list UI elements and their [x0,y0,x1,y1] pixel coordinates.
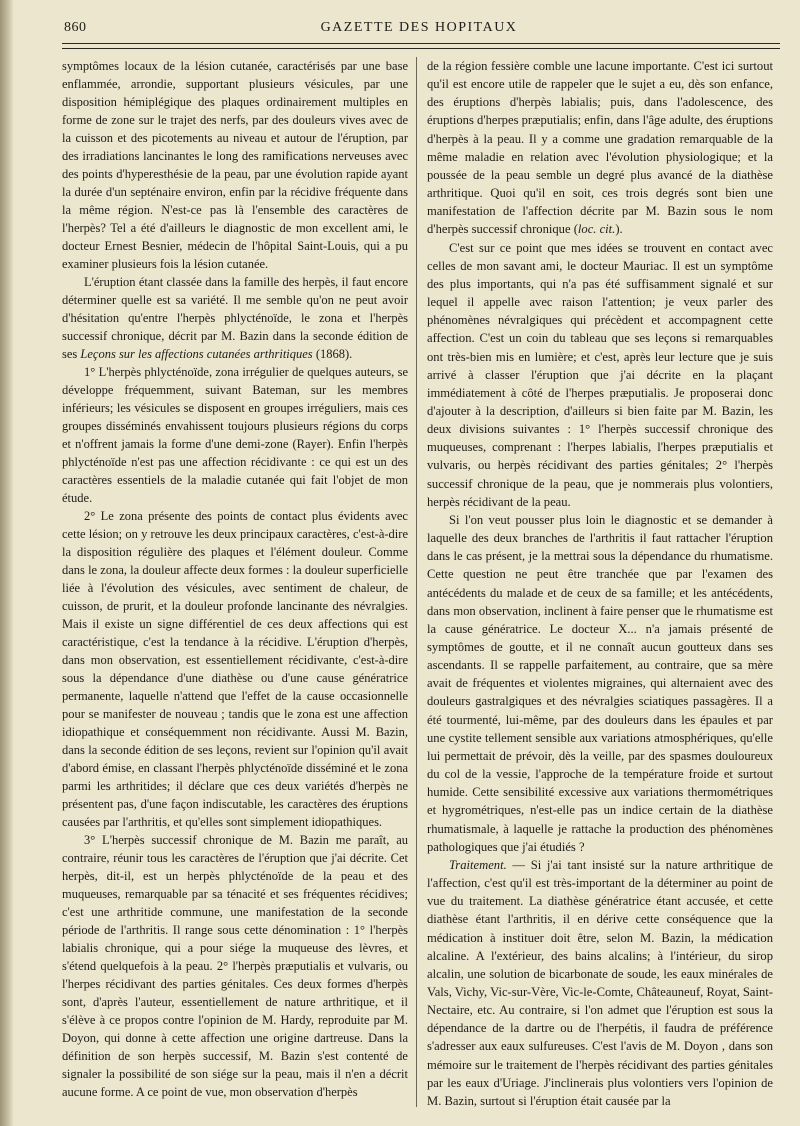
right-paragraph-1-tail: ). [615,222,623,237]
header-rule-top [62,43,780,44]
right-paragraph-4 [427,856,773,1110]
book-title-italic: Leçons sur les affections cutanées arthritiques [80,347,313,361]
page-header [58,16,780,38]
right-paragraph-4-text: — Si j'ai tant insisté sur la nature arthritique de l'affection, c'est qu'il est très-important de la déterminer au point de vue du traitement. La diathèse génératrice étant accusée, et cette diathèse étant l'arthritis, il en dérive cette conséquence que la médication à instituer doit être, selon M. Bazin, la médication alcaline. A l'extérieur, des bains alcalins; à l'intérieur, du sirop alcalin, une solution de bicarbonate de soude, les eaux minérales de Vals, Vichy, Vic-sur-Vère, Vic-le-Comte, Châteauneuf, Royat, Saint-Nectaire, etc. Au contraire, si l'on admet que l'éruption est sous la dépendance de la dartre ou de l'herpétis, il faudra de préférence s'adresser aux eaux sulfureuses. C'est l'avis de M. Doyon , dans son mémoire sur le traitement de l'herpès récidivant des parties génitales par les eaux d'Uriage. J'inclinerais plus volontiers vers l'opinion de M. Bazin, surtout si l'éruption était causée par la [427,857,773,1108]
right-paragraph-2: C'est sur ce point que mes idées se trouvent en contact avec celles de mon savant ami, le docteur Mauriac. Il est un symptôme des plus importants, qui n'a pas été suffisamment signalé et sur lequel il appelle avec raison l'attention; je veux parler des phénomènes névralgiques qui précèdent et accompagnent cette affection. C'est un coin du tableau que ses leçons si remarquables ont très-bien mis en lumière; et c'est, après leur lecture que je suis arrivé à classer l'éruption que j'ai décrite en la plaçant immédiatement à côté de l'herpes præputialis. Je proposerai donc d'ajouter à la description, d'ailleurs si bien faite par M. Bazin, les deux divisions suivantes : 1° l'herpès successif chronique des muqueuses, comprenant : l'herpes labialis, l'herpes præputialis et vulvaris, ou herpès récidivant des parties génitales; 2° l'herpès successif chronique de la peau, que je nommerais plus volontiers, herpès récidivant de la peau. [427,240,773,509]
left-paragraph-4: 2° Le zona présente des points de contact plus évidents avec cette lésion; on y retrouve les deux principaux caractères, c'est-à-dire la disposition régulière des plaques et l'élément douleur. Comme dans le zona, la douleur affecte deux formes : la douleur superficielle liée à l'évolution des vésicules, avec sentiment de chaleur, de cuisson, de prurit, et la douleur profonde lancinante des névralgies. Mais il existe un signe différentiel de ces deux affections qui est caractéristique, c'est la tendance à la récidive. L'éruption d'herpès, dans mon observation, est essentiellement récidivante, c'est-à-dire sous la dépendance d'une diathèse ou d'une cause génératrice permanente, laquelle n'attend que l'effet de la cause occasionnelle pour se manifester de nouveau ; tandis que le zona est une affection idiopathique et conséquemment non récidivante. Aussi M. Bazin, dans la seconde édition de ses leçons, revient sur l'opinion qu'il avait d'abord émise, en classant l'herpès phlycténoïde disséminé et le zona parmi les arthritides; il déclare que ces deux variétés d'herpès ne présentent pas, d'une façon indiscutable, les caractères des éruptions causées par l'arthritis, et qu'elles sont simplement idiopathiques. [62,509,408,829]
page-gutter-shadow [0,0,14,1126]
left-paragraph-2 [62,273,408,363]
section-heading-traitement: Traitement. [449,857,507,872]
left-column [62,57,408,1101]
right-paragraph-1 [427,57,773,239]
right-column [427,57,773,1110]
left-paragraph-2-text: L'éruption étant classée dans la famille des herpès, il faut encore déterminer quelle est sa variété. Il me semble qu'on ne peut avoir d'hésitation qu'entre l'herpès phlycténoïde, le zona et l'herpès successif chronique, décrit par M. Bazin dans la seconde édition de ses [62,275,408,361]
right-paragraph-1-text: de la région fessière comble une lacune importante. C'est ici surtout qu'il est encore utile de rappeler que le sujet a eu, dès son enfance, des éruptions d'herpès labialis; puis, dans l'adolescence, des éruptions d'herpes præputialis; enfin, dans l'âge adulte, des éruptions d'herpès à la peau. Il y a comme une gradation remarquable de la même maladie en relation avec l'évolution physiologique; et la poussée de la peau semble un degré plus avancé de la diathèse arthritique. Quoi qu'il en soit, ces trois degrés sont bien une manifestation de l'affection décrite par M. Bazin sous le nom d'herpès successif chronique ( [427,59,773,237]
left-paragraph-5: 3° L'herpès successif chronique de M. Bazin me paraît, au contraire, réunir tous les caractères de l'éruption que j'ai décrite. Cet herpès, dit-il, est un herpès phlycténoïde de la peau et des muqueuses, remarquable par sa ténacité et ses fréquentes récidives; c'est une arthritide commune, une manifestation de la seconde période de l'arthritis. Il range sous cette dénomination : 1° l'herpès labialis chronique, qui a pour siége la muqueuse des lèvres, et s'étend quelquefois à la peau. 2° l'herpès præputialis et vulvaris, ou l'herpes récidivant des parties génitales. Ces deux formes d'herpès sont, d'après l'auteur, essentiellement de nature arthritique, et il s'élève à ce propos contre l'opinion de M. Hardy, reproduite par M. Doyon, qui donne à cette affection une origine dartreuse. Dans la définition de son herpès successif, M. Bazin s'est contenté de signaler la possibilité de son siége sur la peau, mais il n'en a décrit aucune forme. A ce point de vue, mon observation d'herpès [62,833,408,1099]
citation-italic: loc. cit. [577,222,616,237]
left-paragraph-1: symptômes locaux de la lésion cutanée, caractérisés par une base enflammée, arrondie, supportant plusieurs vésicules, par une disposition hémiplégique des plaques ordinairement multiples en forme de zone sur le trajet des nerfs, par des douleurs vives avec de la cuisson et des picotements au niveau et autour de l'éruption, par des irradiations lancinantes le long des ramifications nerveuses avec des points d'hyperesthésie de la peau, par une évolution rapide ayant la durée d'un septénaire environ, enfin par la récidive fréquente dans la même région. N'est-ce pas là l'ensemble des caractères de l'herpès? Tel a été d'ailleurs le diagnostic de mon excellent ami, le docteur Ernest Besnier, médecin de l'hôpital Saint-Louis, qui a pu examiner plusieurs fois la lésion cutanée. [62,59,408,271]
page-number: 860 [64,20,87,35]
journal-title: GAZETTE DES HOPITAUX [320,20,518,35]
right-paragraph-3: Si l'on veut pousser plus loin le diagnostic et se demander à laquelle des deux branches de l'arthritis il faut rattacher l'éruption dans le cas présent, je la mettrai sous la dépendance du rhumatisme. Cette question ne peut être tranchée que par l'examen des antécédents du malade et de ceux de sa famille; et les antécédents, dans mon observation, inclinent à faire penser que le rhumatisme est la cause génératrice. Le docteur X... n'a jamais présenté de symptômes de goutte, et il ne connaît aucun goutteux dans ses ascendants. Il se rappelle parfaitement, au contraire, que sa mère avait de fréquentes et violentes migraines, qui alternaient avec des douleurs gastralgiques et des névralgies sciatiques passagères. Il a été tourmenté, lui-même, par des douleurs dans les épaules et par une cystite tellement sensible aux variations atmosphériques, qu'elle lui permettait de prévoir, dès la veille, par des spasmes douloureux du col de la vessie, l'approche de la température froide et surtout humide. Cette sensibilité excessive aux variations thermométriques et hygrométriques, n'est-elle pas un indice certain de la diathèse rhumatismale, à laquelle je rattache la production des phénomènes pathologiques que j'ai étudiés ? [427,512,773,854]
column-divider [416,57,417,1107]
left-paragraph-3: 1° L'herpès phlycténoïde, zona irrégulier de quelques auteurs, se développe fréquemment, suivant Bateman, sur les membres inférieurs; les vésicules se disposent en groupes irréguliers, mais ces groupes disséminés envahissent toujours plusieurs régions du corps et n'offrent jamais la forme d'une demi-zone (Rayer). Enfin l'herpès phlycténoïde n'est pas une affection récidivante : ce qui est un des caractères essentiels de la maladie cutanée qui fait l'objet de mon étude. [62,365,408,505]
header-rule-bottom [62,48,780,49]
left-paragraph-2-tail: (1868). [312,347,353,361]
